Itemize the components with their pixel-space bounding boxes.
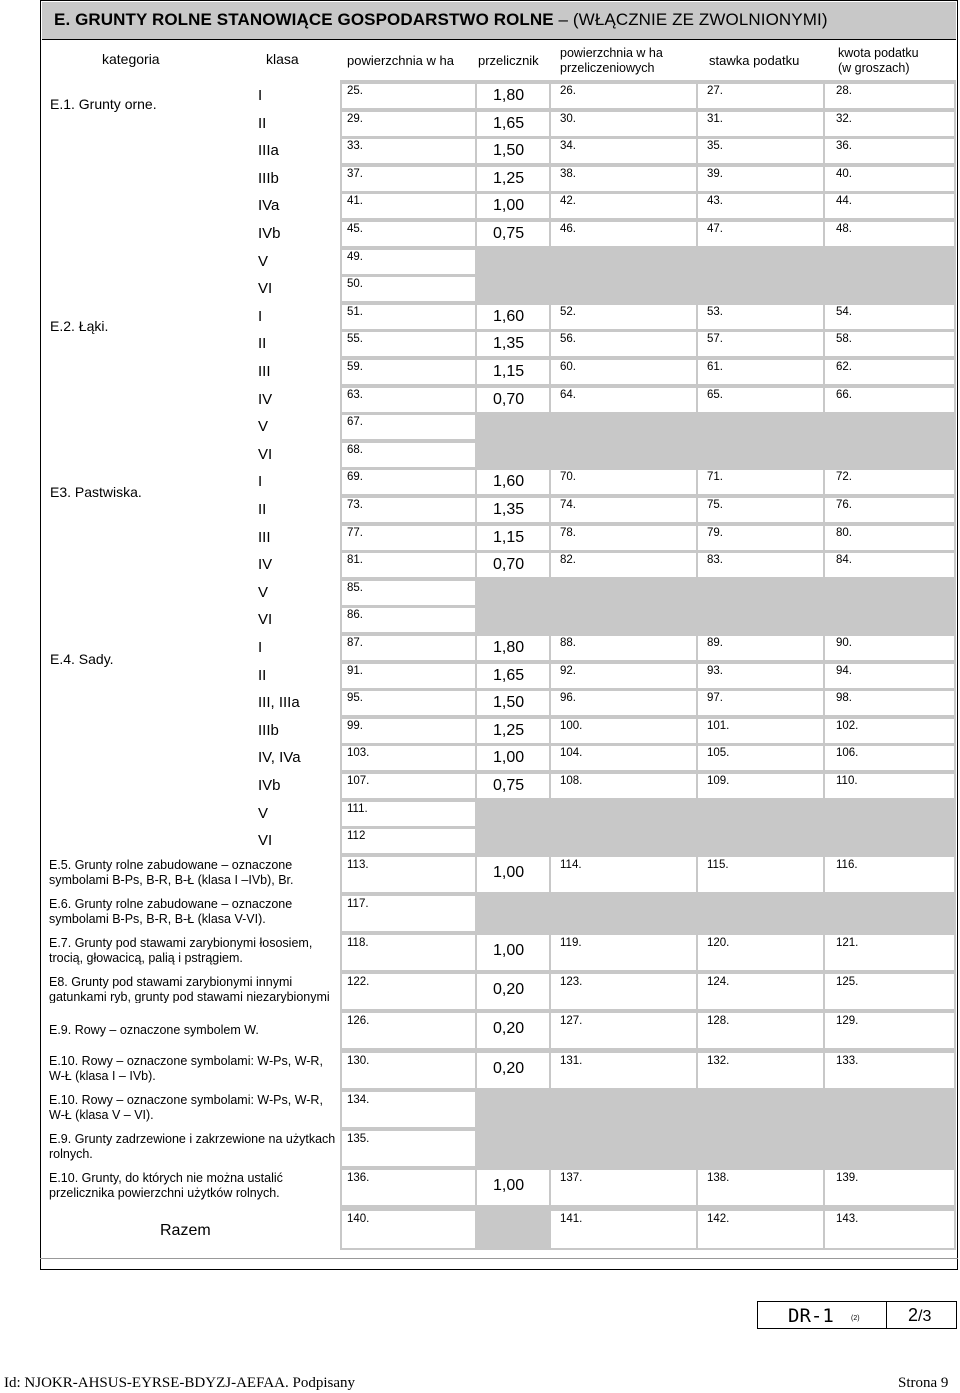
category-label: E.1. Grunty orne. — [50, 96, 157, 112]
factor-value: 1,25 — [493, 170, 525, 187]
factor-value: 1,35 — [493, 335, 525, 352]
header-przelicznik: przelicznik — [478, 53, 539, 68]
area-field-number: 87. — [347, 637, 363, 649]
area-field-number: 134. — [347, 1094, 370, 1106]
factor-value: 1,80 — [493, 639, 525, 656]
class-label: V — [258, 805, 269, 822]
factor-value: 1,00 — [493, 942, 525, 959]
tax-amount-field-number: 44. — [836, 195, 852, 207]
class-label: VI — [258, 611, 273, 628]
form-code-divider — [886, 1302, 887, 1328]
tax-rate-field-number: 31. — [707, 113, 723, 125]
tax-amount-field-number: 28. — [836, 85, 852, 97]
class-label: II — [258, 667, 267, 684]
area-field-number: 59. — [347, 361, 363, 373]
class-label: IIIa — [258, 142, 279, 159]
area-field-number: 112 — [347, 830, 366, 842]
form-page-number: 2/3 — [908, 1305, 932, 1325]
area-field-number: 103. — [347, 747, 370, 759]
area-field-number: 122. — [347, 976, 370, 988]
factor-value: 1,60 — [493, 308, 525, 325]
tax-rate-field-number: 47. — [707, 223, 723, 235]
footer-page-number: Strona 9 — [898, 1375, 949, 1391]
land-category-label: E.9. Grunty zadrzewione i zakrzewione na użytkach rolnych. — [49, 1132, 336, 1161]
land-category-label: E.7. Grunty pod stawami zarybionymi łososiem, trocią, głowacicą, palią i pstrągiem. — [49, 936, 313, 965]
converted-area-field-number: 78. — [560, 527, 576, 539]
area-field-number: 99. — [347, 720, 363, 732]
class-label: IIIb — [258, 170, 279, 187]
factor-value: 1,00 — [493, 864, 525, 881]
class-label: III, IIIa — [258, 694, 300, 711]
tax-rate-field-number: 57. — [707, 333, 723, 345]
class-label: IV, IVa — [258, 749, 301, 766]
form-version: (2) — [851, 1315, 860, 1322]
converted-area-field-number: 92. — [560, 665, 576, 677]
class-label: V — [258, 418, 269, 435]
class-label: IV — [258, 556, 273, 573]
converted-area-field-number: 64. — [560, 389, 576, 401]
class-label: I — [258, 473, 263, 490]
tax-rate-field-number: 27. — [707, 85, 723, 97]
area-field-number: 29. — [347, 113, 363, 125]
tax-amount-field-number: 40. — [836, 168, 852, 180]
tax-rate-field-number: 120. — [707, 937, 730, 949]
class-label: III — [258, 363, 271, 380]
factor-value: 1,80 — [493, 87, 525, 104]
tax-rate-field-number: 71. — [707, 471, 723, 483]
area-field-number: 111. — [347, 803, 368, 815]
tax-rate-field-number: 109. — [707, 775, 730, 787]
area-field-number: 130. — [347, 1055, 370, 1067]
tax-amount-field-number: 121. — [836, 937, 859, 949]
tax-amount-field-number: 110. — [836, 775, 858, 787]
tax-rate-field-number: 43. — [707, 195, 723, 207]
area-field-number: 73. — [347, 499, 363, 511]
area-field-number: 51. — [347, 306, 363, 318]
area-field-number: 135. — [347, 1133, 370, 1145]
converted-area-field-number: 108. — [560, 775, 583, 787]
class-label: II — [258, 335, 267, 352]
factor-value: 1,00 — [493, 1177, 525, 1194]
tax-rate-field-number: 61. — [707, 361, 723, 373]
factor-value: 1,50 — [493, 142, 525, 159]
converted-area-field-number: 74. — [560, 499, 576, 511]
tax-amount-field-number: 102. — [836, 720, 859, 732]
area-field-number: 49. — [347, 251, 363, 263]
tax-rate-field-number: 101. — [707, 720, 730, 732]
converted-area-field-number: 123. — [560, 976, 583, 988]
converted-area-field-number: 34. — [560, 140, 576, 152]
header-stawka: stawka podatku — [709, 53, 800, 68]
converted-area-field-number: 60. — [560, 361, 576, 373]
razem-area-field-number: 140. — [347, 1213, 370, 1225]
area-field-number: 63. — [347, 389, 363, 401]
tax-amount-field-number: 54. — [836, 306, 852, 318]
tax-amount-field-number: 62. — [836, 361, 852, 373]
class-label: IV — [258, 391, 273, 408]
converted-area-field-number: 38. — [560, 168, 576, 180]
tax-amount-field-number: 106. — [836, 747, 859, 759]
tax-amount-field-number: 76. — [836, 499, 852, 511]
converted-area-field-number: 100. — [560, 720, 583, 732]
converted-area-field-number: 104. — [560, 747, 583, 759]
class-label: I — [258, 639, 263, 656]
tax-rate-field-number: 93. — [707, 665, 723, 677]
area-field-number: 41. — [347, 195, 363, 207]
header-klasa: klasa — [266, 51, 299, 67]
class-label: VI — [258, 832, 273, 849]
class-label: V — [258, 584, 269, 601]
factor-value: 0,70 — [493, 556, 525, 573]
class-label: II — [258, 115, 267, 132]
razem-converted-area-field-number: 141. — [560, 1213, 583, 1225]
land-category-label: E.10. Rowy – oznaczone symbolami: W-Ps, W-R, W-Ł (klasa V – VI). — [49, 1093, 323, 1122]
converted-area-field-number: 70. — [560, 471, 576, 483]
factor-value: 0,75 — [493, 225, 525, 242]
tax-amount-field-number: 84. — [836, 554, 852, 566]
land-category-label: E.10. Rowy – oznaczone symbolami: W-Ps, W-R, W-Ł (klasa I – IVb). — [49, 1054, 323, 1083]
converted-area-field-number: 30. — [560, 113, 576, 125]
razem-label: Razem — [160, 1222, 211, 1239]
tax-rate-field-number: 39. — [707, 168, 723, 180]
converted-area-field-number: 96. — [560, 692, 576, 704]
class-label: V — [258, 253, 269, 270]
factor-value: 0,75 — [493, 777, 525, 794]
category-label: E.4. Sady. — [50, 651, 114, 667]
converted-area-field-number: 119. — [560, 937, 582, 949]
tax-amount-field-number: 80. — [836, 527, 852, 539]
tax-rate-field-number: 79. — [707, 527, 723, 539]
header-kwota: kwota podatku (w groszach) — [838, 46, 919, 75]
tax-amount-field-number: 94. — [836, 665, 852, 677]
converted-area-field-number: 137. — [560, 1172, 583, 1184]
factor-value: 1,15 — [493, 363, 525, 380]
area-field-number: 117. — [347, 898, 369, 910]
converted-area-field-number: 131. — [560, 1055, 583, 1067]
data-grid — [340, 80, 956, 1250]
class-label: I — [258, 87, 263, 104]
converted-area-field-number: 82. — [560, 554, 576, 566]
factor-value: 0,20 — [493, 1020, 525, 1037]
section-title-bar — [42, 2, 956, 40]
area-field-number: 86. — [347, 609, 363, 621]
tax-amount-field-number: 66. — [836, 389, 852, 401]
class-label: IIIb — [258, 722, 279, 739]
header-powierzchnia-przeliczeniowa: powierzchnia w ha przeliczeniowych — [560, 46, 663, 75]
class-label: IVb — [258, 225, 281, 242]
tax-amount-field-number: 48. — [836, 223, 852, 235]
tax-rate-field-number: 89. — [707, 637, 723, 649]
tax-rate-field-number: 132. — [707, 1055, 730, 1067]
area-field-number: 81. — [347, 554, 363, 566]
converted-area-field-number: 52. — [560, 306, 576, 318]
tax-amount-field-number: 90. — [836, 637, 852, 649]
factor-value: 1,65 — [493, 115, 525, 132]
factor-value: 1,50 — [493, 694, 525, 711]
bottom-rule — [40, 1258, 958, 1259]
converted-area-field-number: 127. — [560, 1015, 583, 1027]
tax-rate-field-number: 138. — [707, 1172, 730, 1184]
area-field-number: 25. — [347, 85, 363, 97]
area-field-number: 95. — [347, 692, 363, 704]
converted-area-field-number: 114. — [560, 859, 582, 871]
razem-tax-rate-field-number: 142. — [707, 1213, 730, 1225]
tax-rate-field-number: 65. — [707, 389, 723, 401]
factor-value: 0,70 — [493, 391, 525, 408]
area-field-number: 91. — [347, 665, 363, 677]
tax-rate-field-number: 115. — [707, 859, 729, 871]
tax-rate-field-number: 97. — [707, 692, 723, 704]
factor-value: 1,60 — [493, 473, 525, 490]
land-category-label: E.6. Grunty rolne zabudowane – oznaczone symbolami B-Ps, B-R, B-Ł (klasa V-VI). — [49, 897, 293, 926]
converted-area-field-number: 42. — [560, 195, 576, 207]
tax-amount-field-number: 98. — [836, 692, 852, 704]
class-label: IVb — [258, 777, 281, 794]
class-label: III — [258, 529, 271, 546]
factor-value: 0,20 — [493, 1060, 525, 1077]
area-field-number: 107. — [347, 775, 370, 787]
area-field-number: 77. — [347, 527, 363, 539]
land-category-label: E.10. Grunty, do których nie można ustalić przelicznika powierzchni użytków rolnych. — [49, 1171, 283, 1200]
header-kategoria: kategoria — [102, 51, 160, 67]
tax-rate-field-number: 83. — [707, 554, 723, 566]
section-title: E. GRUNTY ROLNE STANOWIĄCE GOSPODARSTWO ROLNE – (WŁĄCZNIE ZE ZWOLNIONYMI) — [54, 10, 828, 29]
converted-area-field-number: 26. — [560, 85, 576, 97]
tax-rate-field-number: 35. — [707, 140, 723, 152]
tax-amount-field-number: 72. — [836, 471, 852, 483]
area-field-number: 68. — [347, 444, 363, 456]
area-field-number: 55. — [347, 333, 363, 345]
area-field-number: 126. — [347, 1015, 370, 1027]
area-field-number: 50. — [347, 278, 363, 290]
area-field-number: 118. — [347, 937, 369, 949]
factor-value: 0,20 — [493, 981, 525, 998]
factor-value: 1,65 — [493, 667, 525, 684]
tax-amount-field-number: 133. — [836, 1055, 859, 1067]
class-label: I — [258, 308, 263, 325]
land-category-label: E8. Grunty pod stawami zarybionymi innymi gatunkami ryb, grunty pod stawami niezarybionymi — [49, 975, 330, 1003]
factor-value: 1,25 — [493, 722, 525, 739]
class-label: VI — [258, 446, 273, 463]
header-powierzchnia: powierzchnia w ha — [347, 53, 454, 68]
area-field-number: 136. — [347, 1172, 370, 1184]
factor-value: 1,35 — [493, 501, 525, 518]
factor-value: 1,15 — [493, 529, 525, 546]
area-field-number: 45. — [347, 223, 363, 235]
area-field-number: 113. — [347, 859, 369, 871]
converted-area-field-number: 56. — [560, 333, 576, 345]
converted-area-field-number: 46. — [560, 223, 576, 235]
area-field-number: 67. — [347, 416, 363, 428]
converted-area-field-number: 88. — [560, 637, 576, 649]
area-field-number: 33. — [347, 140, 363, 152]
land-category-label: E.9. Rowy – oznaczone symbolem W. — [49, 1023, 259, 1037]
factor-value: 1,00 — [493, 749, 525, 766]
area-field-number: 37. — [347, 168, 363, 180]
razem-tax-amount-field-number: 143. — [836, 1213, 859, 1225]
area-field-number: 85. — [347, 582, 363, 594]
land-category-label: E.5. Grunty rolne zabudowane – oznaczone symbolami B-Ps, B-R, B-Ł (klasa I –IVb), Br. — [49, 858, 294, 887]
tax-amount-field-number: 125. — [836, 976, 859, 988]
category-label: E3. Pastwiska. — [50, 484, 142, 500]
class-label: VI — [258, 280, 273, 297]
class-label: IVa — [258, 197, 280, 214]
form-code: DR-1 — [788, 1305, 834, 1327]
footer-document-id: Id: NJOKR-AHSUS-EYRSE-BDYZJ-AEFAA. Podpisany — [4, 1375, 355, 1391]
class-label: II — [258, 501, 267, 518]
tax-amount-field-number: 129. — [836, 1015, 859, 1027]
tax-amount-field-number: 58. — [836, 333, 852, 345]
tax-amount-field-number: 36. — [836, 140, 852, 152]
tax-rate-field-number: 53. — [707, 306, 723, 318]
tax-rate-field-number: 105. — [707, 747, 730, 759]
factor-value: 1,00 — [493, 197, 525, 214]
tax-amount-field-number: 32. — [836, 113, 852, 125]
area-field-number: 69. — [347, 471, 363, 483]
tax-rate-field-number: 124. — [707, 976, 730, 988]
tax-rate-field-number: 75. — [707, 499, 723, 511]
category-label: E.2. Łąki. — [50, 318, 109, 334]
tax-amount-field-number: 139. — [836, 1172, 859, 1184]
tax-rate-field-number: 128. — [707, 1015, 730, 1027]
form-code-box — [757, 1301, 957, 1329]
tax-amount-field-number: 116. — [836, 859, 858, 871]
